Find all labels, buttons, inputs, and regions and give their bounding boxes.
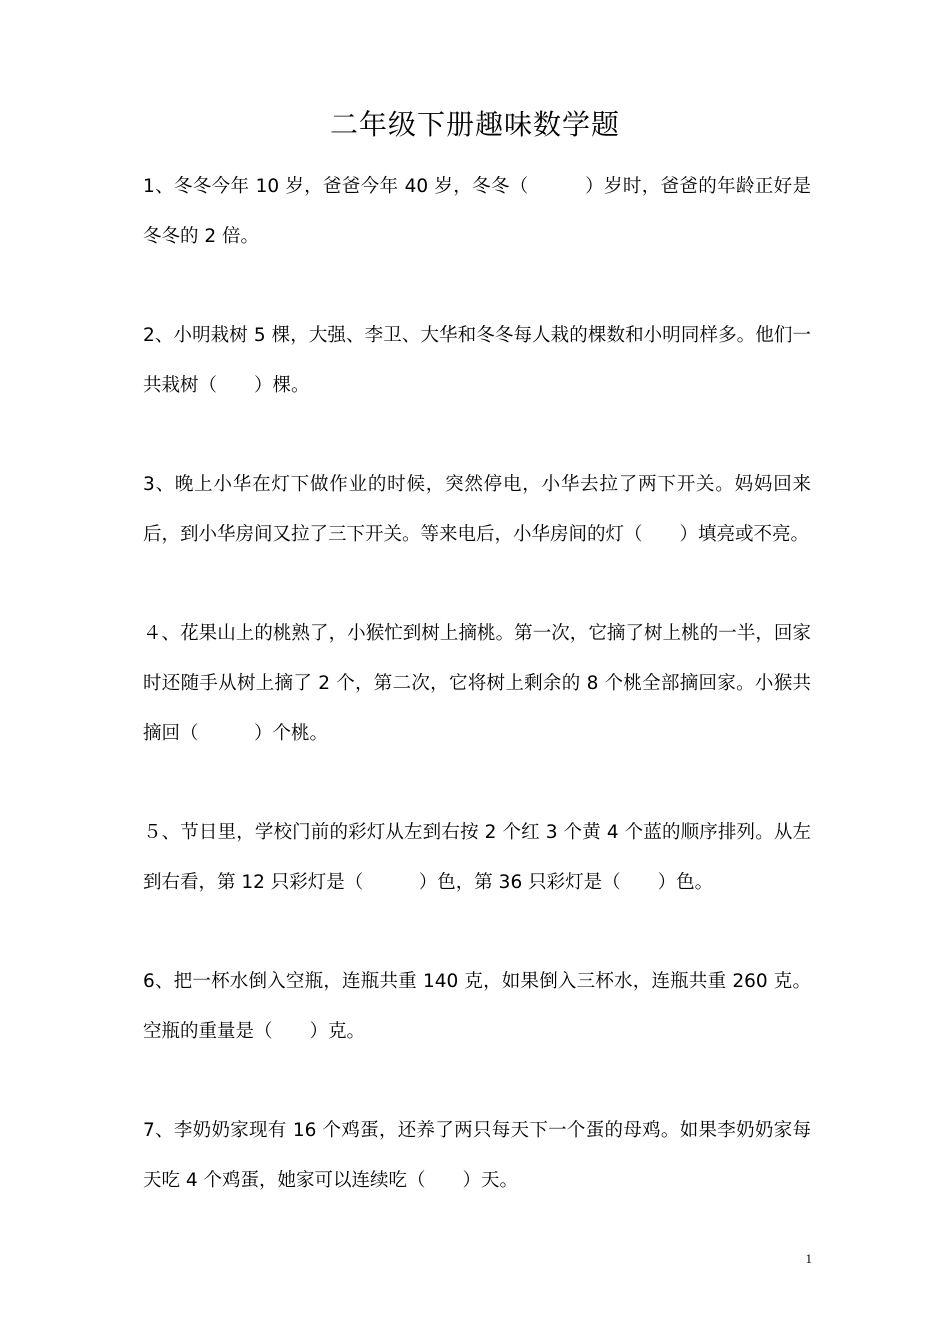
question-4: ４、花果山上的桃熟了，小猴忙到树上摘桃。第一次，它摘了树上桃的一半，回家时还随手从树上摘了 2 个，第二次，它将树上剩余的 8 个桃全部摘回家。小猴共摘回（ ）个桃。 bbox=[143, 623, 811, 744]
page-number: 1 bbox=[805, 1251, 812, 1266]
question-6: 6、把一杯水倒入空瓶，连瓶共重 140 克，如果倒入三杯水，连瓶共重 260 克。空瓶的重量是（ ）克。 bbox=[143, 971, 811, 1042]
question-3: 3、晚上小华在灯下做作业的时候，突然停电，小华去拉了两下开关。妈妈回来后，到小华房间又拉了三下开关。等来电后，小华房间的灯（ ）填亮或不亮。 bbox=[143, 474, 811, 545]
question-2: 2、小明栽树 5 棵，大强、李卫、大华和冬冬每人栽的棵数和小明同样多。他们一共栽树（ ）棵。 bbox=[143, 325, 811, 396]
question-1: 1、冬冬今年 10 岁，爸爸今年 40 岁，冬冬（ ）岁时，爸爸的年龄正好是冬冬的 2 倍。 bbox=[143, 176, 811, 247]
question-list bbox=[143, 162, 811, 1255]
question-5: ５、节日里，学校门前的彩灯从左到右按 2 个红 3 个黄 4 个蓝的顺序排列。从左到右看，第 12 只彩灯是（ ）色，第 36 只彩灯是（ ）色。 bbox=[143, 822, 811, 893]
page-title: 二年级下册趣味数学题 bbox=[329, 108, 620, 141]
question-7: 7、李奶奶家现有 16 个鸡蛋，还养了两只每天下一个蛋的母鸡。如果李奶奶家每天吃 4 个鸡蛋，她家可以连续吃（ ）天。 bbox=[143, 1120, 811, 1191]
